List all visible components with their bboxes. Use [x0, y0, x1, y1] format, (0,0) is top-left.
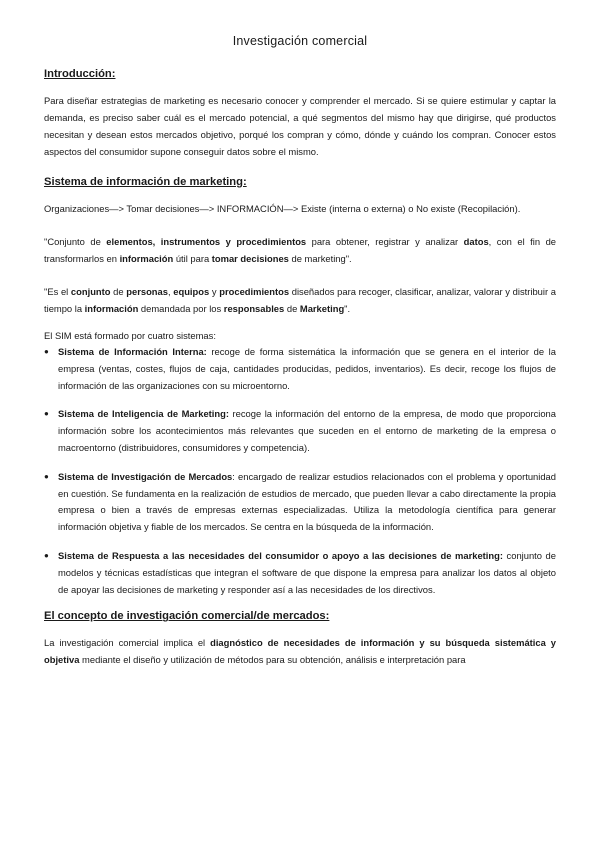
concept-heading: El concepto de investigación comercial/de mercados: — [44, 610, 330, 623]
list-item: ● Sistema de Investigación de Mercados: encargado de realizar estudios relacionados con el problema y oportunidad en cuestión. Se fundamenta en la realización de estudios de mercado, que pueden llevar a cabo directamente la propia empresa o bien a través de empresas externas especializadas. Utiliza la metodología científica para generar información objetiva y fiable de los mercados. Se centra en la búsqueda de la información. — [44, 470, 556, 533]
bullet-icon: ● — [44, 550, 49, 560]
sim-section — [44, 176, 556, 598]
concept-section — [44, 610, 556, 668]
sim-flow: Organizaciones—> Tomar decisiones—> INFORMACIÓN—> Existe (interna o externa) o No existe (Recopilación). — [44, 203, 521, 214]
list-item: ● Sistema de Inteligencia de Marketing: recoge la información del entorno de la empresa, de modo que proporciona información sobre los acontecimientos más relevantes que suceden en el entorno de marketing de la empresa o macroentorno (distribuidores, consumidores y competencia). — [44, 408, 556, 453]
sim-definition-2: "Es el conjunto de personas, equipos y procedimientos diseñados para recoger, clasificar, analizar, valorar y distribuir a tiempo la información demandada por los responsables de Marketing". — [44, 286, 556, 314]
bullet-icon: ● — [44, 347, 49, 356]
intro-section — [44, 68, 556, 160]
sim-intro-line: El SIM está formado por cuatro sistemas: — [44, 330, 216, 341]
document-title: Investigación comercial — [232, 34, 368, 48]
bullet-icon: ● — [44, 471, 49, 481]
intro-heading: Introducción: — [44, 68, 116, 80]
intro-paragraph: Para diseñar estrategias de marketing es necesario conocer y comprender el mercado. Si se quiere estimular y captar la demanda, es preciso saber cuál es el mercado potencial, a qué segmentos del mismo hay que dirigirse, qué productos necesitan y desean estos mercados objetivo, porqué los compran y cómo, dónde y cuándo los compran. Conocer estos aspectos del consumidor supone conseguir datos sobre el mismo. — [44, 95, 556, 157]
sim-systems-list — [44, 344, 556, 598]
bullet-icon: ● — [44, 409, 49, 419]
list-item: ● Sistema de Respuesta a las necesidades del consumidor o apoyo a las decisiones de marketing: conjunto de modelos y técnicas estadísticas que integran el software de que dispone la empresa para analizar los datos al objeto de apoyar las decisiones de marketing y responder así a las necesidades de los directivos. — [44, 549, 556, 595]
concept-paragraph: La investigación comercial implica el diagnóstico de necesidades de información y su búsqueda sistemática y objetiva mediante el diseño y utilización de métodos para su obtención, análisis e interpretación para — [44, 637, 557, 666]
sim-definition-1: "Conjunto de elementos, instrumentos y procedimientos para obtener, registrar y analizar datos, con el fin de transformarlos en información útil para tomar decisiones de marketing". — [44, 236, 556, 264]
sim-heading: Sistema de información de marketing: — [44, 176, 247, 188]
list-item: ● Sistema de Información Interna: recoge de forma sistemática la información que se genera en el interior de la empresa (ventas, costes, flujos de caja, cantidades producidas, pedidos, inventarios). Es decir, recoge los flujos de información de las organizaciones con su microentorno. — [44, 346, 556, 391]
